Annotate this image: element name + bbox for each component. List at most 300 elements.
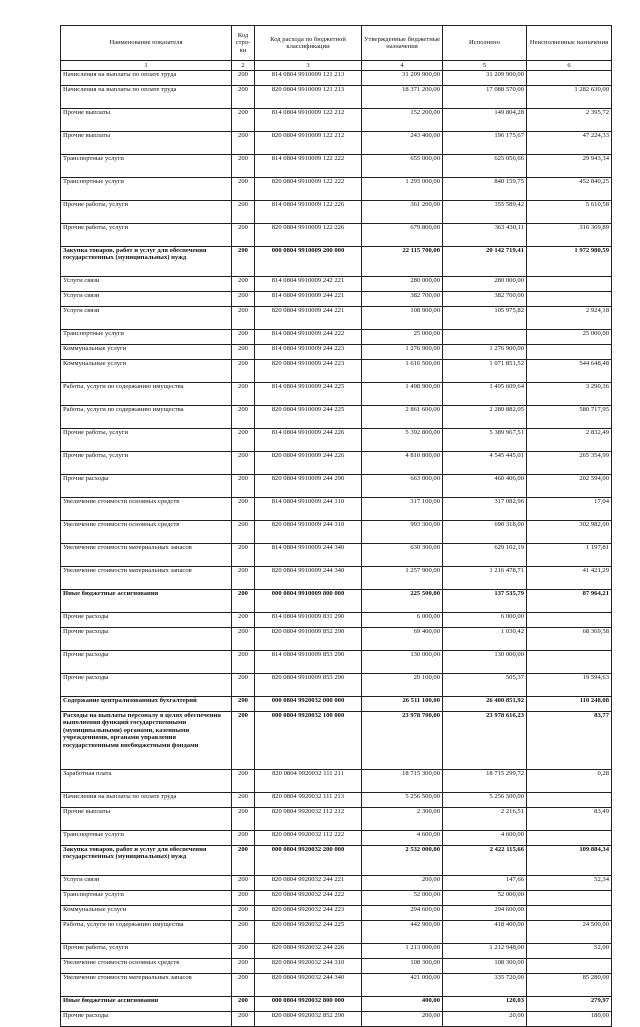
cell-executed: 1 071 851,52 — [443, 360, 527, 383]
cell-unexecuted — [527, 345, 612, 360]
cell-name: Услуги связи — [61, 292, 232, 307]
cell-executed: 1 276 900,00 — [443, 345, 527, 360]
table-row — [61, 846, 612, 876]
cell-row-code: 200 — [232, 277, 255, 292]
cell-executed: 505,37 — [443, 674, 527, 697]
cell-budget-code: 814 0804 9910009 244 223 — [255, 345, 362, 360]
cell-budget-code: 820 0804 9910009 122 226 — [255, 224, 362, 247]
budget-report-page — [60, 25, 611, 1027]
cell-executed: 20,00 — [443, 1012, 527, 1027]
table-row — [61, 71, 612, 86]
cell-unexecuted: 87 964,21 — [527, 590, 612, 613]
cell-executed: 2 422 115,66 — [443, 846, 527, 876]
cell-budget-code: 000 0804 9920032 000 000 — [255, 697, 362, 712]
cell-name: Услуги связи — [61, 277, 232, 292]
cell-unexecuted: 1 282 630,00 — [527, 86, 612, 109]
cell-unexecuted — [527, 906, 612, 921]
table-row — [61, 697, 612, 712]
cell-name: Прочие работы, услуги — [61, 224, 232, 247]
cell-unexecuted — [527, 71, 612, 86]
cell-approved: 2 861 600,00 — [362, 406, 443, 429]
table-header — [61, 26, 612, 71]
cell-row-code: 200 — [232, 628, 255, 651]
cell-row-code: 200 — [232, 109, 255, 132]
cell-name: Содержание централизованных бухгалтерий — [61, 697, 232, 712]
cell-row-code: 200 — [232, 132, 255, 155]
cell-unexecuted: 17,04 — [527, 498, 612, 521]
cell-row-code: 200 — [232, 959, 255, 974]
cell-approved: 22 115 700,00 — [362, 247, 443, 277]
cell-budget-code: 820 0804 9910009 244 225 — [255, 406, 362, 429]
table-row — [61, 674, 612, 697]
table-row — [61, 567, 612, 590]
cell-executed: 418 400,00 — [443, 921, 527, 944]
cell-executed: 147,66 — [443, 876, 527, 891]
cell-approved: 31 209 900,00 — [362, 71, 443, 86]
cell-budget-code: 000 0804 9920032 100 000 — [255, 712, 362, 770]
cell-budget-code: 814 0804 9910009 831 290 — [255, 613, 362, 628]
cell-executed: 1 216 478,71 — [443, 567, 527, 590]
cell-executed: 335 720,00 — [443, 974, 527, 997]
cell-name: Работы, услуги по содержанию имущества — [61, 921, 232, 944]
cell-unexecuted: 19 594,63 — [527, 674, 612, 697]
cell-row-code: 200 — [232, 567, 255, 590]
cell-executed: 5 256 500,00 — [443, 793, 527, 808]
header-row — [61, 26, 612, 61]
cell-name: Прочие выплаты — [61, 132, 232, 155]
cell-approved: 317 100,00 — [362, 498, 443, 521]
column-number: 4 — [362, 61, 443, 71]
cell-row-code: 200 — [232, 345, 255, 360]
cell-unexecuted: 5 610,58 — [527, 201, 612, 224]
table-row — [61, 544, 612, 567]
cell-approved: 200,00 — [362, 876, 443, 891]
cell-unexecuted: 452 840,25 — [527, 178, 612, 201]
cell-row-code: 200 — [232, 712, 255, 770]
cell-name: Закупка товаров, работ и услуг для обеспечения государственных (муниципальных) нужд — [61, 247, 232, 277]
cell-executed: 1 030,42 — [443, 628, 527, 651]
cell-budget-code: 820 0804 9910009 121 213 — [255, 86, 362, 109]
cell-name: Прочие расходы — [61, 674, 232, 697]
table-row — [61, 590, 612, 613]
cell-row-code: 200 — [232, 86, 255, 109]
cell-approved: 400,00 — [362, 997, 443, 1012]
cell-row-code: 200 — [232, 224, 255, 247]
cell-row-code: 200 — [232, 876, 255, 891]
cell-unexecuted — [527, 651, 612, 674]
table-row — [61, 201, 612, 224]
cell-budget-code: 820 0804 9920032 244 222 — [255, 891, 362, 906]
table-row — [61, 178, 612, 201]
cell-unexecuted: 25 000,00 — [527, 330, 612, 345]
cell-budget-code: 820 0804 9920032 244 340 — [255, 974, 362, 997]
cell-unexecuted: 316 369,89 — [527, 224, 612, 247]
cell-unexecuted: 180,00 — [527, 1012, 612, 1027]
cell-row-code: 200 — [232, 383, 255, 406]
table-row — [61, 330, 612, 345]
cell-row-code: 200 — [232, 846, 255, 876]
table-row — [61, 921, 612, 944]
cell-unexecuted: 85 280,00 — [527, 974, 612, 997]
cell-name: Прочие расходы — [61, 613, 232, 628]
header-executed: Исполнено — [443, 26, 527, 61]
table-row — [61, 224, 612, 247]
cell-executed: 2 216,51 — [443, 808, 527, 831]
cell-approved: 421 000,00 — [362, 974, 443, 997]
cell-unexecuted: 24 500,00 — [527, 921, 612, 944]
cell-name: Расходы на выплаты персоналу в целях обеспечения выполнения функций государственными (муниципальными) органами, казенными учреждениями, органами управления государственными внебюджетными фондами — [61, 712, 232, 770]
cell-budget-code: 814 0804 9910009 244 226 — [255, 429, 362, 452]
header-row-code: Код стро-ки — [232, 26, 255, 61]
cell-budget-code: 820 0804 9910009 244 290 — [255, 475, 362, 498]
table-row — [61, 959, 612, 974]
cell-unexecuted: 302 982,00 — [527, 521, 612, 544]
cell-unexecuted: 202 594,00 — [527, 475, 612, 498]
cell-unexecuted: 279,97 — [527, 997, 612, 1012]
cell-approved: 5 392 800,00 — [362, 429, 443, 452]
cell-unexecuted: 52,34 — [527, 876, 612, 891]
cell-approved: 2 532 000,00 — [362, 846, 443, 876]
cell-budget-code: 814 0804 9910009 122 226 — [255, 201, 362, 224]
cell-name: Прочие работы, услуги — [61, 201, 232, 224]
cell-executed: 460 406,00 — [443, 475, 527, 498]
cell-approved: 679 800,00 — [362, 224, 443, 247]
cell-approved: 4 600,00 — [362, 831, 443, 846]
cell-approved: 294 600,00 — [362, 906, 443, 921]
cell-executed: 4 545 445,01 — [443, 452, 527, 475]
cell-budget-code: 814 0804 9910009 244 310 — [255, 498, 362, 521]
cell-row-code: 200 — [232, 590, 255, 613]
cell-approved: 69 400,00 — [362, 628, 443, 651]
cell-unexecuted: 265 354,99 — [527, 452, 612, 475]
cell-executed: 363 430,11 — [443, 224, 527, 247]
cell-unexecuted — [527, 292, 612, 307]
cell-unexecuted: 2 924,18 — [527, 307, 612, 330]
cell-budget-code: 820 0804 9910009 244 310 — [255, 521, 362, 544]
cell-unexecuted: 110 248,08 — [527, 697, 612, 712]
table-row — [61, 475, 612, 498]
cell-budget-code: 814 0804 9910009 244 340 — [255, 544, 362, 567]
cell-budget-code: 820 0804 9920032 111 211 — [255, 770, 362, 793]
cell-budget-code: 820 0804 9920032 244 223 — [255, 906, 362, 921]
cell-name: Увеличение стоимости основных средств — [61, 498, 232, 521]
cell-unexecuted — [527, 891, 612, 906]
table-row — [61, 808, 612, 831]
cell-budget-code: 814 0804 9910009 242 221 — [255, 277, 362, 292]
cell-name: Работы, услуги по содержанию имущества — [61, 406, 232, 429]
column-number-row — [61, 61, 612, 71]
table-row — [61, 793, 612, 808]
cell-unexecuted: 3 290,36 — [527, 383, 612, 406]
cell-executed: 317 082,96 — [443, 498, 527, 521]
table-row — [61, 247, 612, 277]
cell-name: Заработная плата — [61, 770, 232, 793]
cell-approved: 130 000,00 — [362, 651, 443, 674]
column-number: 2 — [232, 61, 255, 71]
cell-budget-code: 000 0804 9920032 800 000 — [255, 997, 362, 1012]
cell-approved: 108 300,00 — [362, 959, 443, 974]
table-row — [61, 521, 612, 544]
cell-approved: 1 498 900,00 — [362, 383, 443, 406]
cell-unexecuted — [527, 959, 612, 974]
cell-approved: 5 256 500,00 — [362, 793, 443, 808]
cell-row-code: 200 — [232, 71, 255, 86]
table-row — [61, 132, 612, 155]
cell-budget-code: 000 0804 9910009 200 000 — [255, 247, 362, 277]
cell-approved: 20 100,00 — [362, 674, 443, 697]
cell-unexecuted — [527, 277, 612, 292]
cell-row-code: 200 — [232, 1012, 255, 1027]
cell-name: Увеличение стоимости материальных запасов — [61, 544, 232, 567]
cell-name: Иные бюджетные ассигнования — [61, 997, 232, 1012]
cell-executed: 629 102,19 — [443, 544, 527, 567]
table-row — [61, 906, 612, 921]
cell-budget-code: 820 0804 9920032 111 213 — [255, 793, 362, 808]
cell-executed: 52 000,00 — [443, 891, 527, 906]
cell-name: Начисления на выплаты по оплате труда — [61, 71, 232, 86]
cell-row-code: 200 — [232, 247, 255, 277]
cell-row-code: 200 — [232, 406, 255, 429]
cell-executed: 294 600,00 — [443, 906, 527, 921]
cell-unexecuted: 0,28 — [527, 770, 612, 793]
cell-name: Транспортные услуги — [61, 178, 232, 201]
cell-name: Коммунальные услуги — [61, 345, 232, 360]
cell-executed: 6 000,00 — [443, 613, 527, 628]
cell-unexecuted: 47 224,33 — [527, 132, 612, 155]
cell-budget-code: 000 0804 9920032 200 000 — [255, 846, 362, 876]
cell-approved: 6 000,00 — [362, 613, 443, 628]
cell-row-code: 200 — [232, 201, 255, 224]
cell-row-code: 200 — [232, 674, 255, 697]
cell-row-code: 200 — [232, 944, 255, 959]
cell-name: Транспортные услуги — [61, 330, 232, 345]
cell-approved: 1 616 500,00 — [362, 360, 443, 383]
table-row — [61, 109, 612, 132]
cell-name: Прочие расходы — [61, 651, 232, 674]
cell-row-code: 200 — [232, 974, 255, 997]
cell-name: Прочие расходы — [61, 1012, 232, 1027]
cell-budget-code: 820 0804 9920032 244 225 — [255, 921, 362, 944]
budget-execution-table — [60, 25, 612, 1027]
cell-name: Транспортные услуги — [61, 155, 232, 178]
cell-name: Прочие расходы — [61, 475, 232, 498]
table-row — [61, 360, 612, 383]
cell-name: Коммунальные услуги — [61, 906, 232, 921]
cell-executed: 1 495 609,64 — [443, 383, 527, 406]
cell-executed: 690 318,00 — [443, 521, 527, 544]
cell-row-code: 200 — [232, 997, 255, 1012]
cell-name: Начисления на выплаты по оплате труда — [61, 86, 232, 109]
table-row — [61, 613, 612, 628]
cell-executed: 20 142 719,41 — [443, 247, 527, 277]
cell-executed: 130 000,00 — [443, 651, 527, 674]
table-row — [61, 155, 612, 178]
cell-budget-code: 814 0804 9910009 244 222 — [255, 330, 362, 345]
cell-name: Увеличение стоимости материальных запасов — [61, 974, 232, 997]
cell-budget-code: 820 0804 9920032 244 226 — [255, 944, 362, 959]
table-row — [61, 974, 612, 997]
cell-unexecuted: 29 943,34 — [527, 155, 612, 178]
table-row — [61, 292, 612, 307]
cell-unexecuted: 83,49 — [527, 808, 612, 831]
table-row — [61, 429, 612, 452]
cell-budget-code: 820 0804 9920032 244 221 — [255, 876, 362, 891]
cell-approved: 630 300,00 — [362, 544, 443, 567]
cell-budget-code: 814 0804 9910009 121 213 — [255, 71, 362, 86]
table-row — [61, 831, 612, 846]
cell-approved: 361 200,00 — [362, 201, 443, 224]
cell-row-code: 200 — [232, 429, 255, 452]
cell-approved: 2 300,00 — [362, 808, 443, 831]
cell-approved: 1 213 000,00 — [362, 944, 443, 959]
cell-row-code: 200 — [232, 831, 255, 846]
cell-budget-code: 814 0804 9910009 122 212 — [255, 109, 362, 132]
table-row — [61, 277, 612, 292]
cell-approved: 1 257 900,00 — [362, 567, 443, 590]
cell-name: Прочие работы, услуги — [61, 452, 232, 475]
cell-executed: 840 159,75 — [443, 178, 527, 201]
cell-approved: 280 000,00 — [362, 277, 443, 292]
column-number: 1 — [61, 61, 232, 71]
cell-approved: 52 000,00 — [362, 891, 443, 906]
cell-approved: 23 978 700,00 — [362, 712, 443, 770]
header-approved: Утвержденные бюджетные назначения — [362, 26, 443, 61]
cell-approved: 152 200,00 — [362, 109, 443, 132]
cell-approved: 25 000,00 — [362, 330, 443, 345]
cell-executed: 23 978 616,23 — [443, 712, 527, 770]
cell-name: Прочие выплаты — [61, 109, 232, 132]
table-row — [61, 997, 612, 1012]
cell-executed: 382 700,00 — [443, 292, 527, 307]
cell-row-code: 200 — [232, 613, 255, 628]
cell-budget-code: 820 0804 9910009 244 221 — [255, 307, 362, 330]
column-number: 3 — [255, 61, 362, 71]
column-number: 5 — [443, 61, 527, 71]
cell-row-code: 200 — [232, 360, 255, 383]
cell-approved: 108 900,00 — [362, 307, 443, 330]
cell-unexecuted: 68 369,58 — [527, 628, 612, 651]
table-body — [61, 71, 612, 1027]
cell-unexecuted — [527, 793, 612, 808]
table-row — [61, 712, 612, 770]
cell-row-code: 200 — [232, 808, 255, 831]
table-row — [61, 498, 612, 521]
cell-row-code: 200 — [232, 770, 255, 793]
cell-name: Услуги связи — [61, 876, 232, 891]
cell-unexecuted: 2 832,49 — [527, 429, 612, 452]
cell-name: Увеличение стоимости основных средств — [61, 521, 232, 544]
cell-name: Начисления на выплаты по оплате труда — [61, 793, 232, 808]
table-row — [61, 307, 612, 330]
cell-unexecuted: 544 648,48 — [527, 360, 612, 383]
cell-name: Работы, услуги по содержанию имущества — [61, 383, 232, 406]
cell-approved: 1 293 000,00 — [362, 178, 443, 201]
cell-budget-code: 820 0804 9910009 853 290 — [255, 674, 362, 697]
header-unexecuted: Неисполненные назначения — [527, 26, 612, 61]
cell-budget-code: 820 0804 9920032 112 212 — [255, 808, 362, 831]
cell-executed — [443, 330, 527, 345]
table-row — [61, 944, 612, 959]
cell-name: Прочие расходы — [61, 628, 232, 651]
cell-row-code: 200 — [232, 307, 255, 330]
header-name: Наименование показателя — [61, 26, 232, 61]
cell-approved: 4 810 800,00 — [362, 452, 443, 475]
cell-approved: 663 000,00 — [362, 475, 443, 498]
cell-row-code: 200 — [232, 475, 255, 498]
cell-budget-code: 000 0804 9910009 800 000 — [255, 590, 362, 613]
cell-approved: 1 276 900,00 — [362, 345, 443, 360]
cell-name: Прочие работы, услуги — [61, 429, 232, 452]
cell-executed: 137 535,79 — [443, 590, 527, 613]
cell-unexecuted: 41 421,29 — [527, 567, 612, 590]
cell-row-code: 200 — [232, 891, 255, 906]
cell-row-code: 200 — [232, 521, 255, 544]
cell-name: Транспортные услуги — [61, 891, 232, 906]
table-row — [61, 891, 612, 906]
cell-row-code: 200 — [232, 544, 255, 567]
cell-row-code: 200 — [232, 178, 255, 201]
cell-name: Транспортные услуги — [61, 831, 232, 846]
cell-budget-code: 814 0804 9910009 122 222 — [255, 155, 362, 178]
cell-row-code: 200 — [232, 651, 255, 674]
cell-budget-code: 820 0804 9920032 852 290 — [255, 1012, 362, 1027]
table-row — [61, 452, 612, 475]
cell-executed: 26 400 851,92 — [443, 697, 527, 712]
cell-row-code: 200 — [232, 330, 255, 345]
cell-budget-code: 814 0804 9910009 244 221 — [255, 292, 362, 307]
table-row — [61, 406, 612, 429]
cell-approved: 18 715 300,00 — [362, 770, 443, 793]
cell-approved: 993 300,00 — [362, 521, 443, 544]
cell-approved: 382 700,00 — [362, 292, 443, 307]
cell-row-code: 200 — [232, 697, 255, 712]
cell-row-code: 200 — [232, 921, 255, 944]
cell-approved: 243 400,00 — [362, 132, 443, 155]
cell-executed: 108 300,00 — [443, 959, 527, 974]
cell-unexecuted: 109 884,34 — [527, 846, 612, 876]
cell-row-code: 200 — [232, 292, 255, 307]
cell-budget-code: 820 0804 9920032 112 222 — [255, 831, 362, 846]
cell-unexecuted: 1 972 980,59 — [527, 247, 612, 277]
cell-executed: 355 589,42 — [443, 201, 527, 224]
cell-budget-code: 820 0804 9910009 122 212 — [255, 132, 362, 155]
cell-name: Увеличение стоимости основных средств — [61, 959, 232, 974]
table-row — [61, 1012, 612, 1027]
column-number: 6 — [527, 61, 612, 71]
cell-approved: 200,00 — [362, 1012, 443, 1027]
cell-approved: 655 000,00 — [362, 155, 443, 178]
cell-name: Прочие работы, услуги — [61, 944, 232, 959]
cell-executed: 280 000,00 — [443, 277, 527, 292]
table-row — [61, 345, 612, 360]
header-budget-code: Код расхода по бюджетной классификации — [255, 26, 362, 61]
cell-unexecuted: 580 717,95 — [527, 406, 612, 429]
cell-budget-code: 814 0804 9910009 244 225 — [255, 383, 362, 406]
cell-executed: 196 175,67 — [443, 132, 527, 155]
cell-row-code: 200 — [232, 793, 255, 808]
cell-budget-code: 814 0804 9910009 853 290 — [255, 651, 362, 674]
cell-unexecuted — [527, 613, 612, 628]
cell-name: Закупка товаров, работ и услуг для обеспечения государственных (муниципальных) нужд — [61, 846, 232, 876]
cell-unexecuted: 2 395,72 — [527, 109, 612, 132]
cell-name: Иные бюджетные ассигнования — [61, 590, 232, 613]
cell-executed: 5 389 967,51 — [443, 429, 527, 452]
cell-budget-code: 820 0804 9910009 244 226 — [255, 452, 362, 475]
cell-budget-code: 820 0804 9920032 244 310 — [255, 959, 362, 974]
cell-budget-code: 820 0804 9910009 244 340 — [255, 567, 362, 590]
cell-row-code: 200 — [232, 906, 255, 921]
cell-unexecuted: 1 197,81 — [527, 544, 612, 567]
